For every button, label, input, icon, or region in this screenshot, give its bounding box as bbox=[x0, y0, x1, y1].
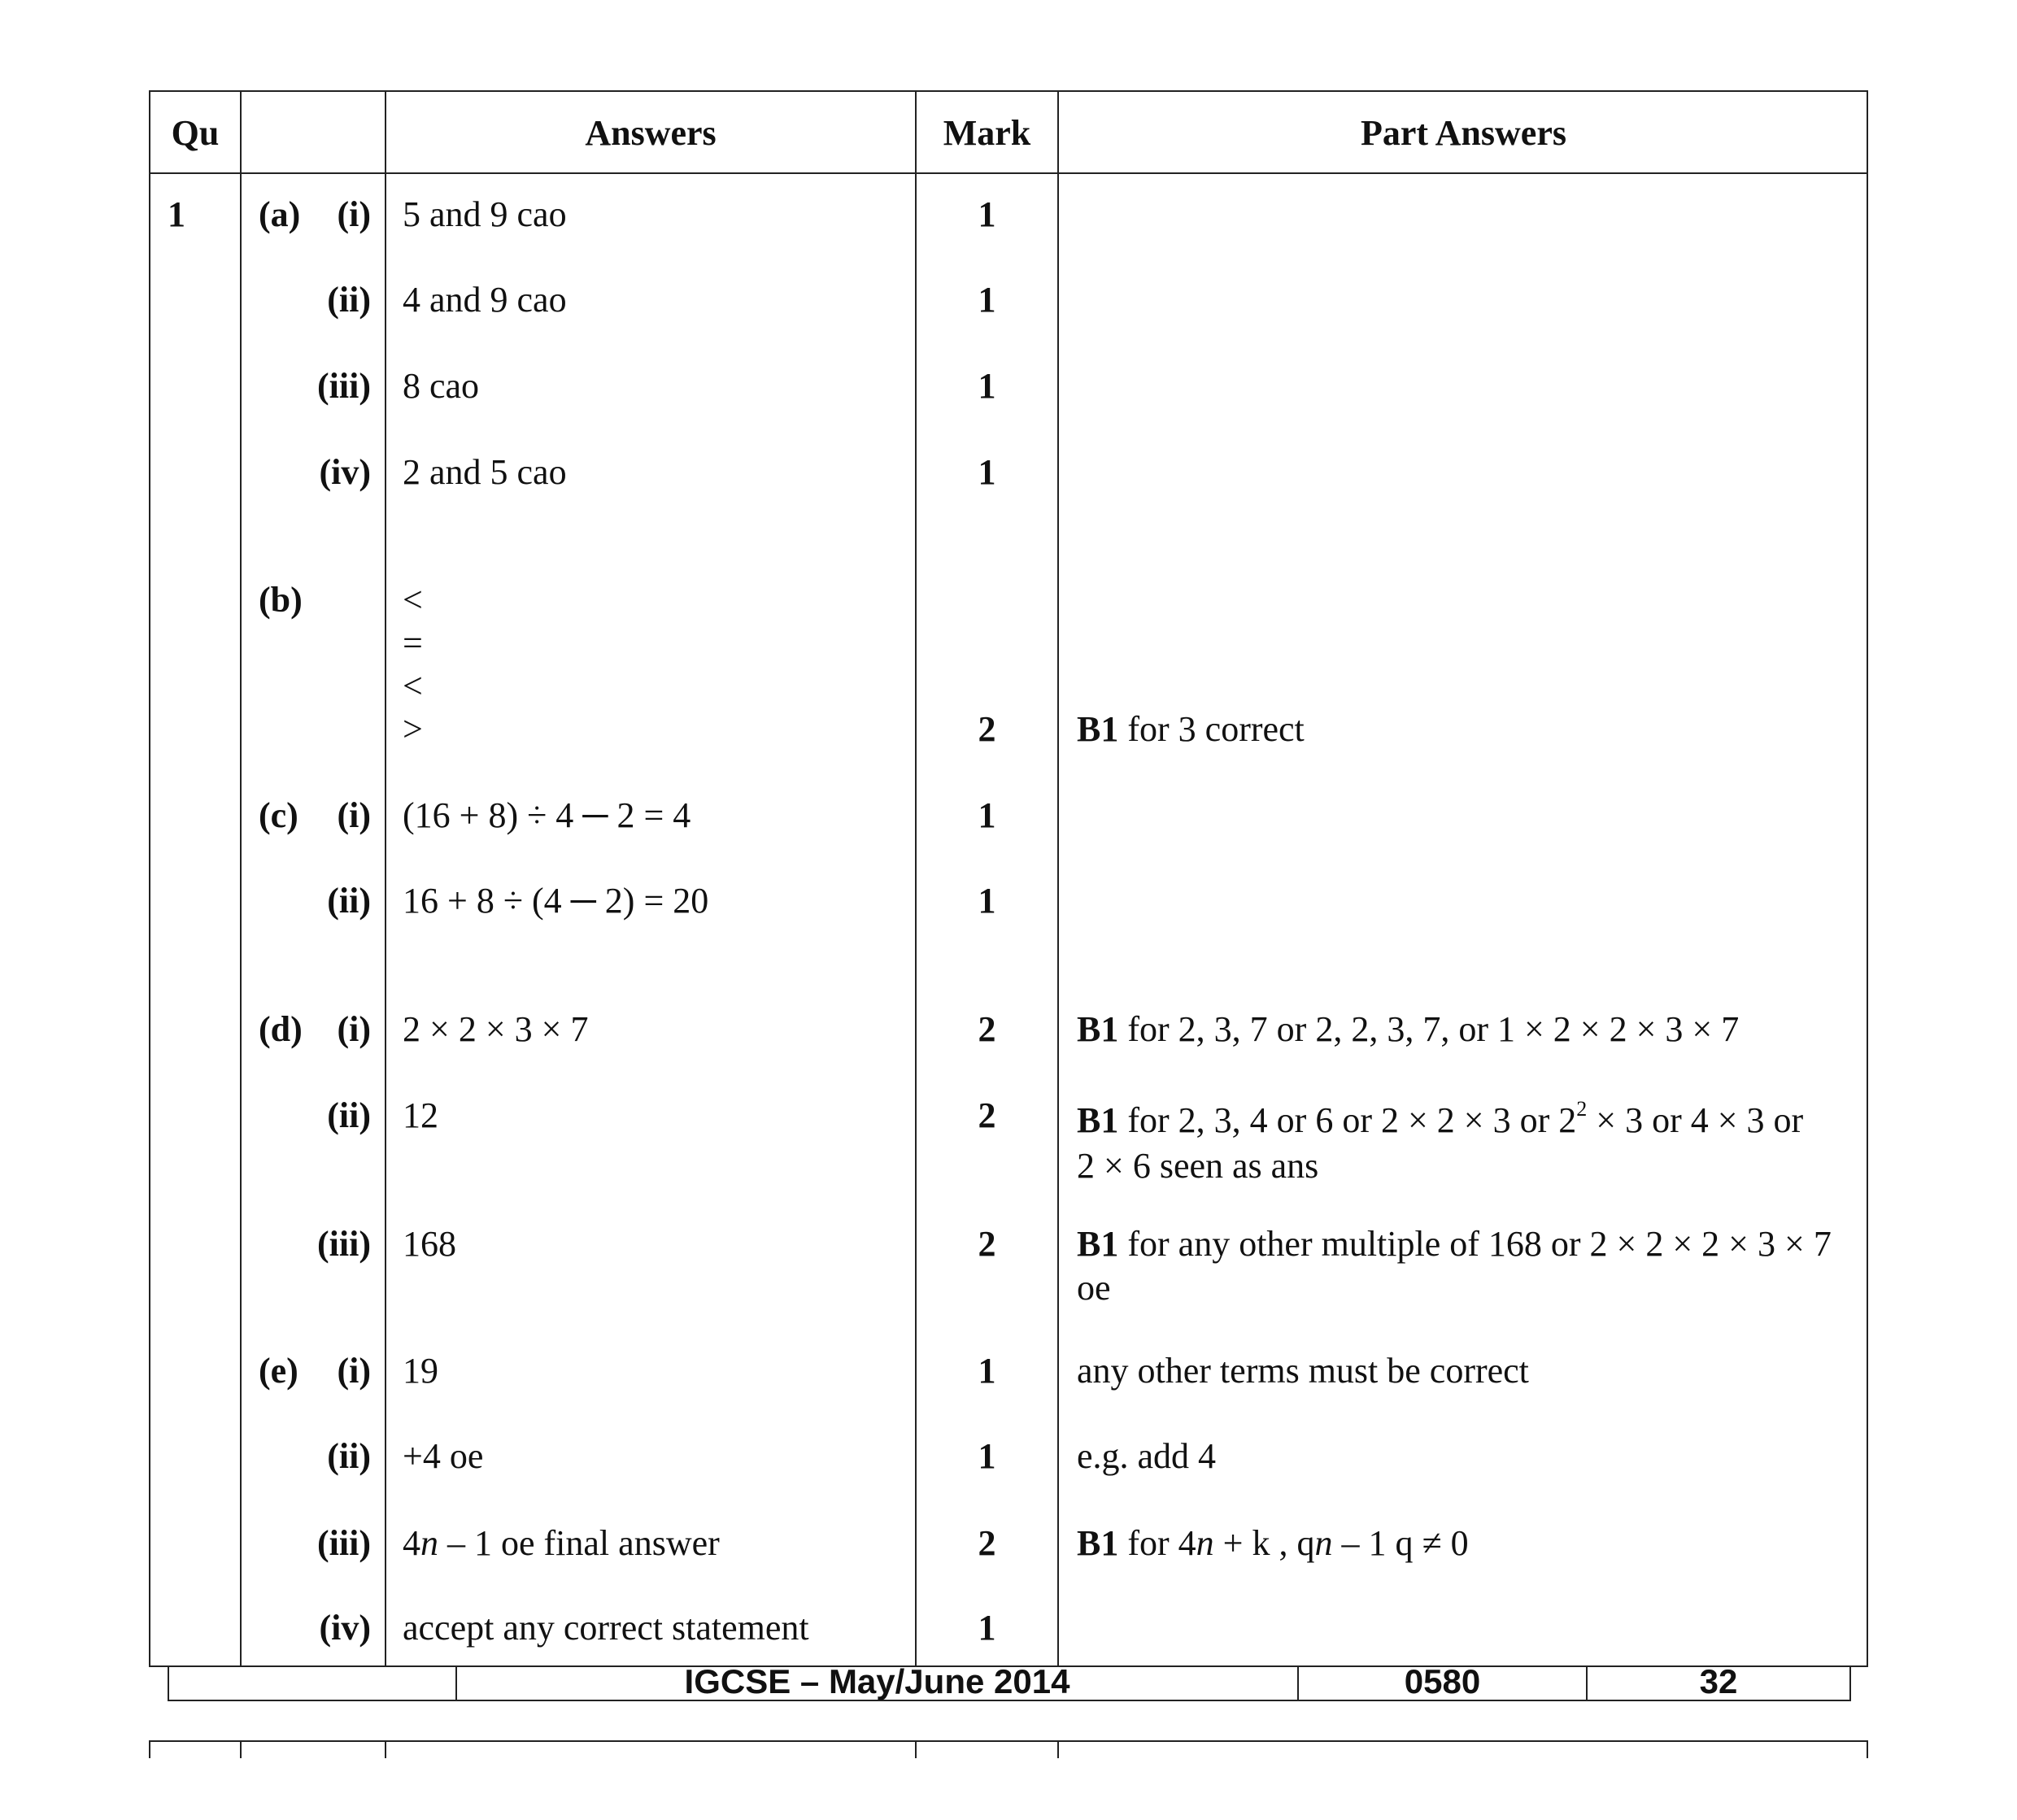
part-answer-cell bbox=[1077, 1099, 1803, 1142]
footer-paper: 32 bbox=[1699, 1662, 1738, 1700]
subpart-label: (iii) bbox=[317, 1523, 371, 1563]
answer-cell: 2 and 5 cao bbox=[403, 452, 567, 492]
column-divider bbox=[1057, 1740, 1059, 1758]
answer-symbol: < bbox=[403, 666, 423, 706]
column-divider bbox=[385, 1740, 386, 1758]
part-answer-text: for 3 correct bbox=[1118, 709, 1305, 749]
answer-symbol: > bbox=[403, 709, 423, 749]
answer-cell: 168 bbox=[403, 1224, 456, 1264]
mark-scheme-table bbox=[149, 90, 1868, 1667]
part-answer-text: for 2, 3, 7 or 2, 2, 3, 7, or 1 × 2 × 2 × 3 × 7 bbox=[1118, 1009, 1740, 1049]
mark-cell: 1 bbox=[978, 452, 996, 492]
mark-cell: 1 bbox=[978, 194, 996, 234]
column-divider bbox=[385, 90, 386, 1667]
part-answer-text: for 4 bbox=[1118, 1523, 1196, 1563]
answer-symbol: < bbox=[403, 580, 423, 620]
part-answer-cell bbox=[1077, 1008, 1739, 1051]
header-part-answers: Part Answers bbox=[1361, 113, 1566, 153]
variable: n bbox=[1196, 1523, 1214, 1563]
exponent: 2 bbox=[1576, 1097, 1588, 1121]
mark-cell: 2 bbox=[978, 1095, 996, 1135]
answer-text: – 1 oe final answer bbox=[438, 1523, 720, 1563]
part-answer-cell bbox=[1077, 708, 1305, 751]
footer-exam: IGCSE – May/June 2014 bbox=[684, 1662, 1070, 1700]
mark-cell: 1 bbox=[978, 1351, 996, 1391]
column-divider bbox=[240, 1740, 242, 1758]
answer-cell: 4 and 9 cao bbox=[403, 280, 567, 320]
column-divider bbox=[149, 1740, 150, 1758]
subpart-label: (iii) bbox=[317, 1224, 371, 1264]
column-divider bbox=[915, 90, 917, 1667]
subpart-label: (ii) bbox=[327, 1436, 371, 1476]
part-label: (a) bbox=[259, 194, 301, 234]
answer-cell: (16 + 8) ÷ 4 ─ 2 = 4 bbox=[403, 795, 691, 835]
part-answer-cell bbox=[1077, 1223, 1832, 1265]
mark-code: B1 bbox=[1077, 1009, 1119, 1049]
answer-symbol: = bbox=[403, 623, 423, 663]
answer-cell: 16 + 8 ÷ (4 ─ 2) = 20 bbox=[403, 881, 709, 921]
variable: n bbox=[1314, 1523, 1333, 1563]
part-answer-cell bbox=[1077, 1522, 1469, 1565]
answer-cell: 19 bbox=[403, 1351, 438, 1391]
part-answer-text: + k , q bbox=[1213, 1523, 1315, 1563]
part-label: (d) bbox=[259, 1009, 303, 1049]
header-qu: Qu bbox=[171, 113, 220, 153]
column-divider bbox=[1057, 90, 1059, 1667]
part-answer-line: 2 × 6 seen as ans bbox=[1077, 1146, 1319, 1186]
footer-syllabus: 0580 bbox=[1404, 1662, 1481, 1700]
part-answer-text: for 2, 3, 4 or 6 or 2 × 2 × 3 or 2 bbox=[1118, 1100, 1577, 1140]
mark-code: B1 bbox=[1077, 1100, 1119, 1140]
mark-cell: 2 bbox=[978, 709, 996, 749]
next-table-top bbox=[149, 1740, 1868, 1742]
answer-cell: 12 bbox=[403, 1095, 438, 1135]
header-divider bbox=[149, 172, 1868, 174]
column-divider bbox=[240, 90, 242, 1667]
part-answer-text: × 3 or 4 × 3 or bbox=[1587, 1100, 1804, 1140]
answer-cell bbox=[403, 1522, 720, 1565]
header-answers: Answers bbox=[585, 113, 717, 153]
column-divider bbox=[1867, 1740, 1868, 1758]
question-number: 1 bbox=[168, 194, 185, 234]
part-answer-cell: any other terms must be correct bbox=[1077, 1351, 1529, 1391]
subpart-label: (ii) bbox=[327, 280, 371, 320]
subpart-label: (iv) bbox=[319, 1608, 371, 1648]
answer-cell: 8 cao bbox=[403, 366, 480, 406]
subpart-label: (ii) bbox=[327, 1095, 371, 1135]
answer-cell: +4 oe bbox=[403, 1436, 484, 1476]
part-answer-cell: e.g. add 4 bbox=[1077, 1436, 1217, 1476]
subpart-label: (iii) bbox=[317, 366, 371, 406]
header-mark: Mark bbox=[943, 113, 1031, 153]
subpart-label: (i) bbox=[337, 1009, 371, 1049]
subpart-label: (i) bbox=[337, 1351, 371, 1391]
answer-variable: n bbox=[420, 1523, 438, 1563]
mark-cell: 1 bbox=[978, 795, 996, 835]
subpart-label: (iv) bbox=[319, 452, 371, 492]
column-divider bbox=[915, 1740, 917, 1758]
mark-cell: 2 bbox=[978, 1523, 996, 1563]
mark-cell: 1 bbox=[978, 1608, 996, 1648]
part-answer-text: for any other multiple of 168 or 2 × 2 × 2 × 3 × 7 bbox=[1118, 1224, 1832, 1264]
subpart-label: (ii) bbox=[327, 881, 371, 921]
part-label: (e) bbox=[259, 1351, 298, 1391]
mark-code: B1 bbox=[1077, 709, 1119, 749]
part-answer-text: – 1 q ≠ 0 bbox=[1332, 1523, 1469, 1563]
answer-text: 4 bbox=[403, 1523, 420, 1563]
answer-cell: 2 × 2 × 3 × 7 bbox=[403, 1009, 589, 1049]
mark-cell: 1 bbox=[978, 366, 996, 406]
answer-cell: accept any correct statement bbox=[403, 1608, 809, 1648]
part-label: (b) bbox=[259, 580, 303, 620]
part-answer-line: oe bbox=[1077, 1268, 1111, 1308]
mark-code: B1 bbox=[1077, 1523, 1119, 1563]
mark-code: B1 bbox=[1077, 1224, 1119, 1264]
mark-cell: 1 bbox=[978, 280, 996, 320]
part-label: (c) bbox=[259, 795, 298, 835]
mark-cell: 1 bbox=[978, 1436, 996, 1476]
subpart-label: (i) bbox=[337, 194, 371, 234]
answer-cell: 5 and 9 cao bbox=[403, 194, 567, 234]
mark-cell: 2 bbox=[978, 1224, 996, 1264]
subpart-label: (i) bbox=[337, 795, 371, 835]
mark-cell: 2 bbox=[978, 1009, 996, 1049]
mark-cell: 1 bbox=[978, 881, 996, 921]
